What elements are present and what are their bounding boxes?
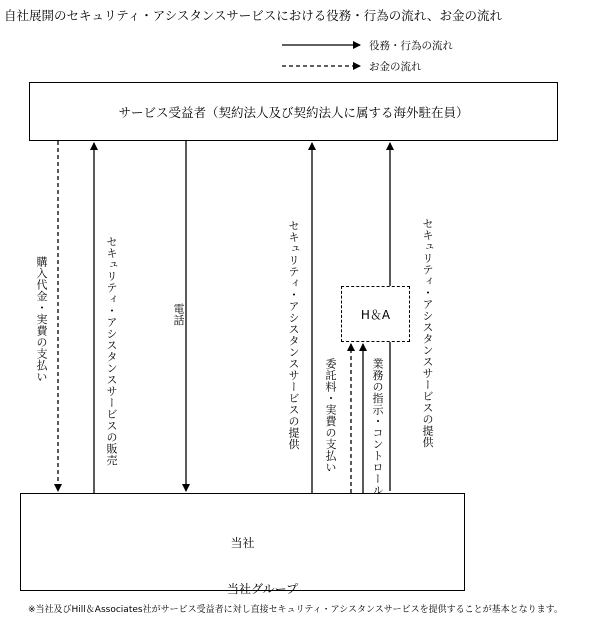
diagram-title: 自社展開のセキュリティ・アシスタンスサービスにおける役務・行為の流れ、お金の流れ — [4, 8, 503, 23]
ha-label: H＆A — [360, 307, 391, 322]
service-recipient-label: サービス受益者（契約法人及び契約法人に属する海外駐在員） — [118, 104, 469, 120]
legend-dashed-label: お金の流れ — [369, 61, 422, 73]
ha-box — [341, 286, 410, 342]
footnote: ※当社及びHill＆Associates社がサービス受益者に対し直接セキュリティ・アシスタンスサービスを提供することが基本となります。 — [28, 605, 563, 615]
company-label: 当社 — [230, 535, 255, 550]
label-phone: 電話 — [172, 303, 185, 326]
label-instruction-control: 業務の指示・コントロール — [371, 358, 384, 496]
company-box — [20, 493, 465, 591]
label-provision-ha: セキュリティ・アシスタンスサービスの提供 — [421, 218, 434, 448]
group-label: 当社グループ — [227, 582, 299, 596]
label-sales: セキュリティ・アシスタンスサービスの販売 — [105, 236, 118, 466]
label-commission-payment: 委託料・実費の支払い — [324, 358, 337, 473]
service-recipient-box — [29, 82, 558, 141]
legend-solid-label: 役務・行為の流れ — [369, 40, 453, 52]
label-provision-company: セキュリティ・アシスタンスサービスの提供 — [287, 220, 300, 450]
label-purchase-payment: 購入代金・実費の支払い — [35, 256, 48, 383]
